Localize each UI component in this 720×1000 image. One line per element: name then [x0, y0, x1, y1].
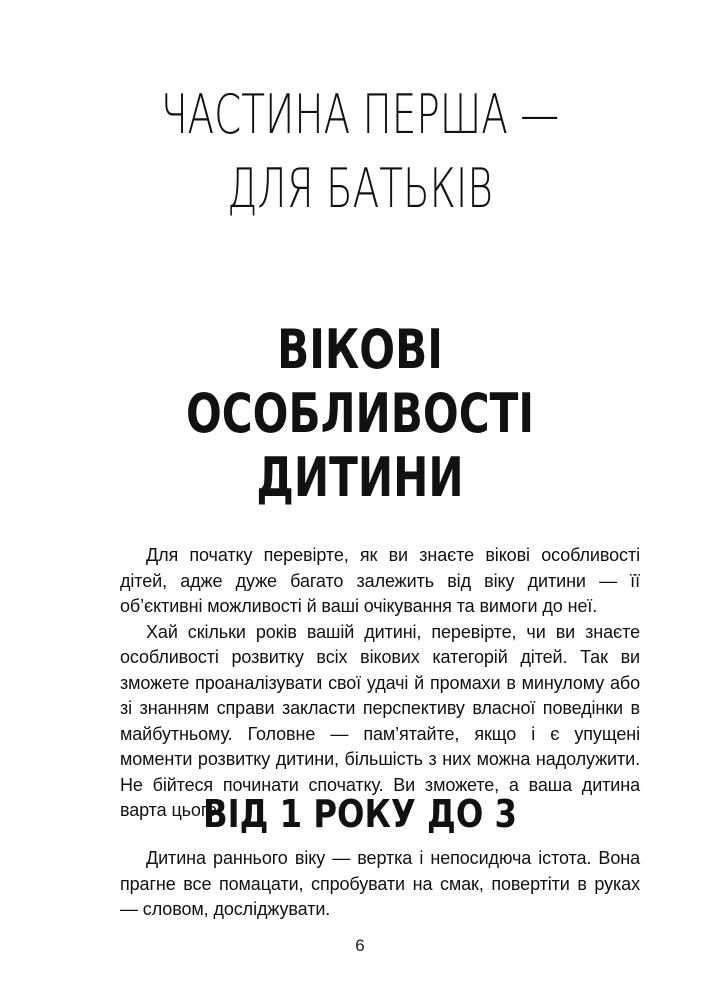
part-title-line-2: ДЛЯ БАТЬКІВ — [227, 157, 493, 220]
section-paragraph: Дитина раннього віку — вертка і непосидюча істота. Вона прагне все помацати, спробувати на смак, повертіти в руках — словом, досліджувати. — [120, 848, 640, 919]
intro-paragraph-1: Для початку перевірте, як ви знаєте вікові особливості дітей, адже дуже багато залежить від віку дитини — її об’єктивні можливості й ваші очікування та вимоги до неї. — [120, 545, 640, 616]
chapter-title-line-3: ДИТИНИ — [256, 446, 464, 509]
chapter-title-line-1: ВІКОВІ — [277, 318, 443, 381]
section-text — [120, 846, 640, 923]
part-title — [144, 78, 576, 226]
chapter-title — [126, 318, 594, 510]
intro-text — [120, 543, 640, 824]
chapter-title-line-2: ОСОБЛИВОСТІ — [185, 382, 535, 445]
part-title-line-1: ЧАСТИНА ПЕРША — — [160, 83, 560, 146]
page-number: 6 — [355, 936, 365, 955]
section-heading: ВІД 1 РОКУ ДО 3 — [203, 792, 517, 836]
intro-paragraph-2: Хай скільки років вашій дитині, перевірте, чи ви знаєте особливості розвитку всіх вікових категорій дітей. Так ви зможете проаналізувати свої удачі й промахи в минулому або зі знанням справи закласти перспективу власної поведінки в майбутньому. Головне — пам’ятайте, якщо і є упущені моменти розвитку дитини, більшість з них можна надолужити. Не бійтеся починати спочатку. Ви зможете, а ваша дитина варта цього! — [120, 621, 640, 820]
